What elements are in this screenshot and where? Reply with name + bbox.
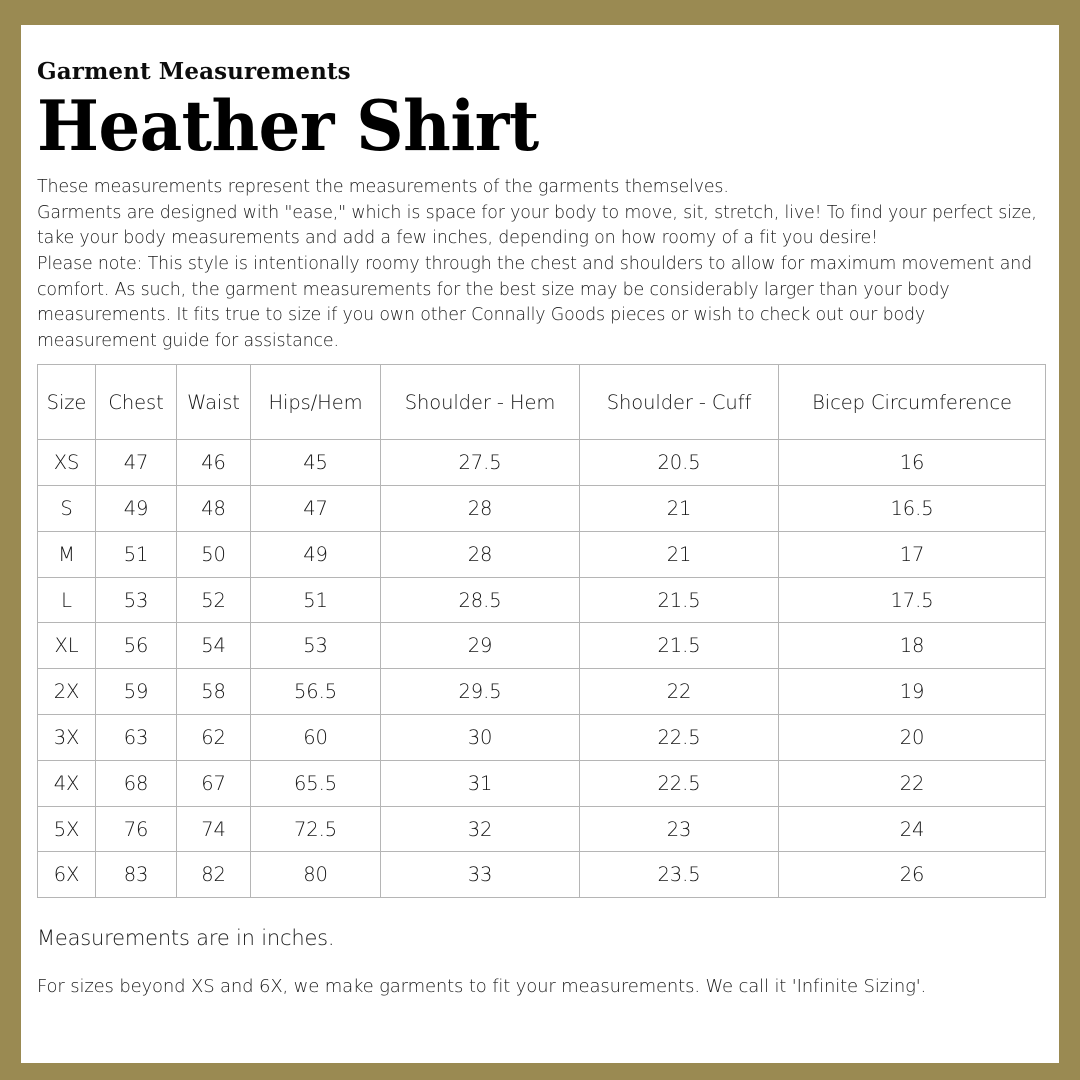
measurement-cell: 24 [779,806,1046,852]
table-body [38,440,1046,898]
intro-line-3: Please note: This style is intentionally roomy through the chest and shoulders to allow for maximum movement and comfort. As such, the garment measurements for the best size may be considerably larger than your body measurements. It fits true to size if you own other Connally Goods pieces or wish to check out our body measurement guide for assistance. [37,253,1032,351]
measurement-cell: 31 [381,760,580,806]
measurement-cell: 32 [381,806,580,852]
intro-text [37,175,1040,354]
measurement-cell: 63 [96,715,177,761]
size-label-cell: XS [38,440,96,486]
measurement-cell: 17 [779,531,1046,577]
size-label-cell: 4X [38,760,96,806]
measurement-cell: 19 [779,669,1046,715]
measurement-cell: 21.5 [580,623,779,669]
table-row [38,577,1046,623]
measurement-cell: 53 [251,623,381,669]
measurement-cell: 18 [779,623,1046,669]
measurement-cell: 53 [96,577,177,623]
measurement-cell: 52 [177,577,251,623]
table-header-row [38,365,1046,440]
measurement-cell: 50 [177,531,251,577]
measurement-cell: 30 [381,715,580,761]
table-row [38,531,1046,577]
measurement-cell: 51 [96,531,177,577]
measurement-cell: 23 [580,806,779,852]
size-label-cell: 5X [38,806,96,852]
measurement-cell: 16 [779,440,1046,486]
intro-line-2: Garments are designed with "ease," which is space for your body to move, sit, stretch, live! To find your perfect size, take your body measurements and add a few inches, depending on how roomy of a fit you desire! [37,202,1037,249]
measurement-cell: 16.5 [779,486,1046,532]
size-label-cell: S [38,486,96,532]
table-row [38,852,1046,898]
page-title: Heather Shirt [37,86,539,168]
measurement-cell: 21 [580,531,779,577]
intro-line-1: These measurements represent the measurements of the garments themselves. [37,177,729,198]
measurement-cell: 22.5 [580,715,779,761]
measurement-cell: 54 [177,623,251,669]
card-content [37,60,1044,998]
measurement-cell: 47 [251,486,381,532]
size-label-cell: L [38,577,96,623]
measurement-cell: 46 [177,440,251,486]
measurement-cell: 20 [779,715,1046,761]
measurement-cell: 82 [177,852,251,898]
measurement-cell: 20.5 [580,440,779,486]
size-label-cell: M [38,531,96,577]
measurement-cell: 80 [251,852,381,898]
column-header: Waist [177,365,251,440]
column-header: Hips/Hem [251,365,381,440]
size-label-cell: 6X [38,852,96,898]
measurement-cell: 49 [96,486,177,532]
table-row [38,806,1046,852]
table-row [38,623,1046,669]
infinite-sizing-note: For sizes beyond XS and 6X, we make garments to fit your measurements. We call it 'Infinite Sizing'. [37,975,927,997]
table-row [38,440,1046,486]
measurement-cell: 22 [779,760,1046,806]
measurement-cell: 21.5 [580,577,779,623]
measurement-cell: 22.5 [580,760,779,806]
size-label-cell: 2X [38,669,96,715]
measurement-cell: 26 [779,852,1046,898]
column-header: Chest [96,365,177,440]
measurement-cell: 29 [381,623,580,669]
measurement-cell: 59 [96,669,177,715]
measurement-cell: 23.5 [580,852,779,898]
column-header: Shoulder - Hem [381,365,580,440]
measurement-cell: 67 [177,760,251,806]
measurement-cell: 58 [177,669,251,715]
column-header: Size [38,365,96,440]
size-label-cell: 3X [38,715,96,761]
measurements-table [37,364,1046,898]
table-row [38,486,1046,532]
units-note: Measurements are in inches. [37,926,335,951]
measurement-cell: 45 [251,440,381,486]
measurement-cell: 47 [96,440,177,486]
table-row [38,760,1046,806]
size-chart-card [21,25,1059,1063]
measurement-cell: 72.5 [251,806,381,852]
table-row [38,715,1046,761]
measurement-cell: 62 [177,715,251,761]
measurement-cell: 74 [177,806,251,852]
page-eyebrow: Garment Measurements [37,58,351,85]
measurement-cell: 51 [251,577,381,623]
column-header: Shoulder - Cuff [580,365,779,440]
measurement-cell: 17.5 [779,577,1046,623]
measurement-cell: 65.5 [251,760,381,806]
measurement-cell: 76 [96,806,177,852]
measurement-cell: 68 [96,760,177,806]
measurement-cell: 28 [381,486,580,532]
measurement-cell: 48 [177,486,251,532]
measurement-cell: 28 [381,531,580,577]
measurement-cell: 27.5 [381,440,580,486]
column-header: Bicep Circumference [779,365,1046,440]
measurement-cell: 60 [251,715,381,761]
size-label-cell: XL [38,623,96,669]
measurement-cell: 56 [96,623,177,669]
measurement-cell: 33 [381,852,580,898]
table-header [38,365,1046,440]
measurement-cell: 22 [580,669,779,715]
measurement-cell: 56.5 [251,669,381,715]
measurement-cell: 49 [251,531,381,577]
measurement-cell: 83 [96,852,177,898]
measurement-cell: 21 [580,486,779,532]
measurement-cell: 28.5 [381,577,580,623]
measurement-cell: 29.5 [381,669,580,715]
table-row [38,669,1046,715]
